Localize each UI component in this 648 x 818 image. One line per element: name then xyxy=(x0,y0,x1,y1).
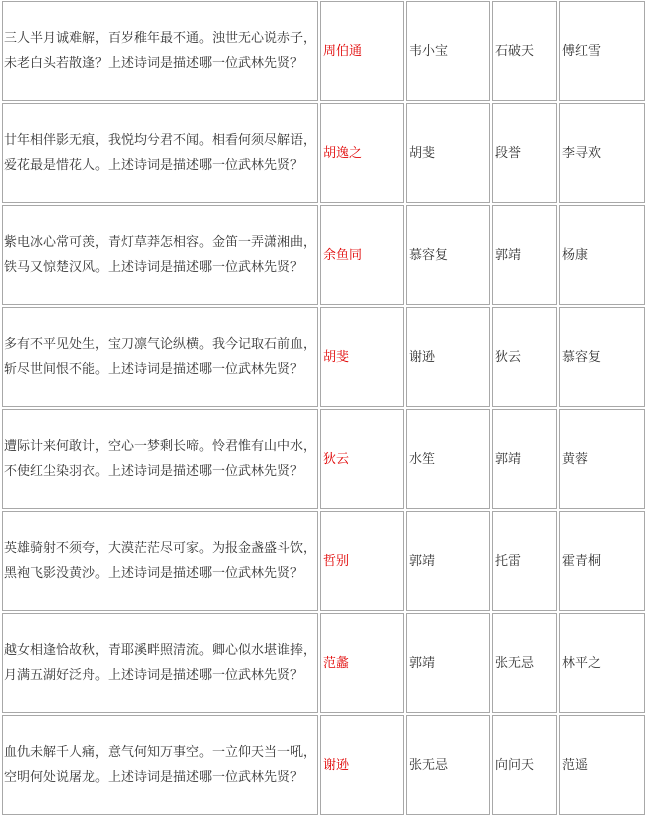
answer-cell: 胡逸之 xyxy=(320,103,404,203)
table-row xyxy=(2,613,645,713)
table-row xyxy=(2,409,645,509)
question-cell: 越女相逢恰故秋，青耶溪畔照清流。卿心似水堪谁捧，月满五湖好泛舟。上述诗词是描述哪一位武林先贤？ xyxy=(2,613,318,713)
option-cell: 向问天 xyxy=(492,715,557,815)
option-cell: 托雷 xyxy=(492,511,557,611)
option-cell: 慕容复 xyxy=(559,307,645,407)
option-cell: 杨康 xyxy=(559,205,645,305)
question-cell: 紫电冰心常可羡，青灯草莽怎相容。金笛一弄潇湘曲，铁马又惊楚汉风。上述诗词是描述哪一位武林先贤？ xyxy=(2,205,318,305)
option-cell: 谢逊 xyxy=(406,307,490,407)
question-cell: 三人半月诚难解，百岁稚年最不通。浊世无心说赤子，未老白头若散逢？上述诗词是描述哪一位武林先贤？ xyxy=(2,1,318,101)
option-cell: 郭靖 xyxy=(492,409,557,509)
answer-cell: 余鱼同 xyxy=(320,205,404,305)
table-row xyxy=(2,103,645,203)
table-row xyxy=(2,715,645,815)
option-cell: 范遥 xyxy=(559,715,645,815)
table-row xyxy=(2,205,645,305)
option-cell: 韦小宝 xyxy=(406,1,490,101)
question-cell: 廿年相伴影无痕，我悦均兮君不闻。相看何须尽解语，爱花最是惜花人。上述诗词是描述哪一位武林先贤？ xyxy=(2,103,318,203)
question-cell: 遭际计来何敢计，空心一梦剩长啼。怜君惟有山中水，不使红尘染羽衣。上述诗词是描述哪一位武林先贤？ xyxy=(2,409,318,509)
question-cell: 英雄骑射不须夸，大漠茫茫尽可家。为报金盏盛斗饮，黑袍飞影没黄沙。上述诗词是描述哪一位武林先贤？ xyxy=(2,511,318,611)
question-cell: 多有不平见处生，宝刀凛气论纵横。我今记取石前血，斩尽世间恨不能。上述诗词是描述哪一位武林先贤？ xyxy=(2,307,318,407)
table-row xyxy=(2,307,645,407)
option-cell: 郭靖 xyxy=(406,613,490,713)
answer-cell: 周伯通 xyxy=(320,1,404,101)
answer-cell: 胡斐 xyxy=(320,307,404,407)
option-cell: 水笙 xyxy=(406,409,490,509)
option-cell: 石破天 xyxy=(492,1,557,101)
option-cell: 张无忌 xyxy=(492,613,557,713)
option-cell: 胡斐 xyxy=(406,103,490,203)
option-cell: 霍青桐 xyxy=(559,511,645,611)
option-cell: 傅红雪 xyxy=(559,1,645,101)
option-cell: 林平之 xyxy=(559,613,645,713)
answer-cell: 狄云 xyxy=(320,409,404,509)
option-cell: 李寻欢 xyxy=(559,103,645,203)
option-cell: 郭靖 xyxy=(406,511,490,611)
option-cell: 郭靖 xyxy=(492,205,557,305)
answer-cell: 范蠡 xyxy=(320,613,404,713)
table-row xyxy=(2,511,645,611)
option-cell: 慕容复 xyxy=(406,205,490,305)
option-cell: 段誉 xyxy=(492,103,557,203)
option-cell: 黄蓉 xyxy=(559,409,645,509)
option-cell: 张无忌 xyxy=(406,715,490,815)
answer-cell: 哲别 xyxy=(320,511,404,611)
answer-cell: 谢逊 xyxy=(320,715,404,815)
option-cell: 狄云 xyxy=(492,307,557,407)
table-row xyxy=(2,1,645,101)
question-cell: 血仇未解千人痛，意气何知万事空。一立仰天当一吼，空明何处说屠龙。上述诗词是描述哪一位武林先贤？ xyxy=(2,715,318,815)
